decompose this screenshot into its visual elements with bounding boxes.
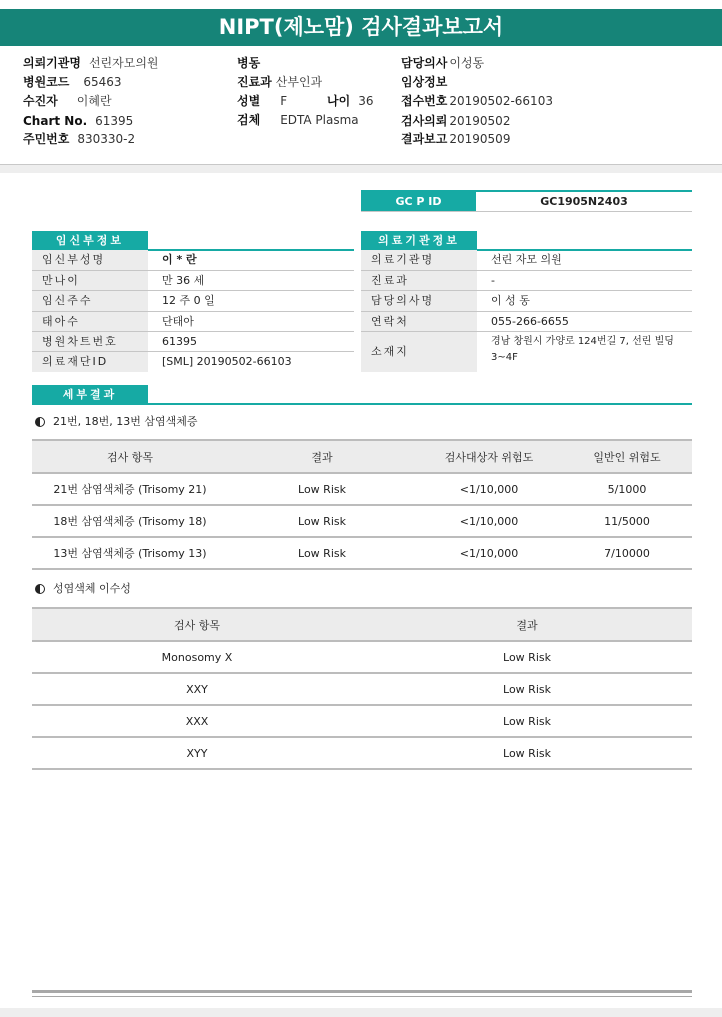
table-header-row — [32, 440, 692, 473]
column-header: 결과 — [362, 608, 692, 641]
column-header: 결과 — [228, 440, 416, 473]
info-row: 태아수 단태아 — [32, 312, 354, 332]
info-row: 진료과 - — [361, 271, 692, 291]
header-field: 수진자 이혜란 — [23, 94, 112, 108]
section-tab-details: 세부결과 — [32, 385, 148, 404]
info-row: 의료기관명 선린 자모 의원 — [361, 250, 692, 270]
table-row: XYY Low Risk — [32, 737, 692, 769]
table-row: 21번 삼염색체증 (Trisomy 21) Low Risk <1/10,000 5/1000 — [32, 473, 692, 505]
header-field: 병원코드 65463 — [23, 75, 122, 89]
table-row: XXX Low Risk — [32, 705, 692, 737]
header-field: 결과보고 20190509 — [401, 132, 511, 146]
info-row-address: 소재지 경남 창원시 가양로 124번길 7, 선린 빌딩 3~4F — [361, 332, 692, 372]
column-header: 검사 항목 — [32, 440, 228, 473]
trisomy-table — [32, 439, 692, 570]
info-row: 만나이 만 36 세 — [32, 271, 354, 291]
info-row: 의료재단ID [SML] 20190502-66103 — [32, 352, 354, 372]
header-field: 검체 EDTA Plasma — [237, 113, 359, 127]
table-row: 13번 삼염색체증 (Trisomy 13) Low Risk <1/10,000 7/10000 — [32, 537, 692, 569]
gcpid-bottom-line — [361, 211, 692, 212]
table-row: XXY Low Risk — [32, 673, 692, 705]
table-row: 18번 삼염색체증 (Trisomy 18) Low Risk <1/10,000 11/5000 — [32, 505, 692, 537]
header-field: 접수번호 20190502-66103 — [401, 94, 553, 108]
table-header-row — [32, 608, 692, 641]
footer-line — [32, 990, 692, 993]
header-divider — [0, 164, 722, 173]
header-field: 의뢰기관명 선린자모의원 — [23, 56, 159, 70]
gcpid-label: GC P ID — [361, 192, 476, 211]
header-field: 주민번호 830330-2 — [23, 132, 136, 146]
column-header: 검사 항목 — [32, 608, 362, 641]
footer-line — [32, 996, 692, 997]
header-field: 성별 F — [237, 94, 288, 108]
column-header: 일반인 위험도 — [562, 440, 692, 473]
table-row: Monosomy X Low Risk — [32, 641, 692, 673]
header-field-age: 나이 36 — [327, 94, 374, 108]
trisomy-subtitle: 21번, 18번, 13번 삼염색체증 — [35, 415, 197, 429]
info-row: 담당의사명 이 성 동 — [361, 291, 692, 311]
sex-chromosome-subtitle: 성염색체 이수성 — [35, 582, 131, 596]
info-row: 연락처 055-266-6655 — [361, 312, 692, 332]
half-circle-icon — [35, 584, 45, 594]
section-tab-institution: 의료기관정보 — [361, 231, 477, 250]
header-field: Chart No. 61395 — [23, 114, 134, 128]
info-row: 병원차트번호 61395 — [32, 332, 354, 352]
report-title: NIPT(제노맘) 검사결과보고서 — [0, 9, 722, 46]
header-field: 검사의뢰 20190502 — [401, 114, 511, 128]
footer-band — [0, 1008, 722, 1017]
column-header: 검사대상자 위험도 — [416, 440, 562, 473]
info-row: 임신주수 12 주 0 일 — [32, 291, 354, 311]
header-field: 담당의사 이성동 — [401, 56, 485, 70]
gcpid-value: GC1905N2403 — [540, 195, 628, 208]
header-field: 병동 — [237, 56, 261, 70]
header-field: 진료과 산부인과 — [237, 75, 323, 89]
half-circle-icon — [35, 417, 45, 427]
sex-chromosome-table — [32, 607, 692, 770]
section-tab-pregnant: 임신부정보 — [32, 231, 148, 250]
header-field: 임상정보 — [401, 75, 448, 89]
section-line — [32, 403, 692, 405]
info-row: 임신부성명 이 * 란 — [32, 250, 354, 270]
